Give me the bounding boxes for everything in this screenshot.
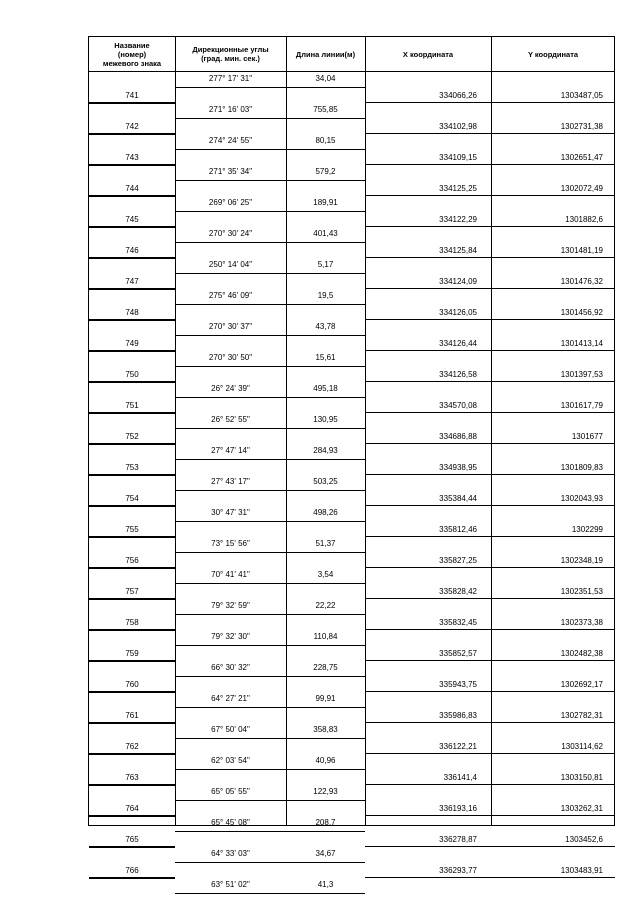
y-coordinate-value: 1302731,38 [560,121,603,131]
x-coordinate-value: 334126,58 [439,369,477,379]
x-coordinate-value: 335384,44 [439,493,477,503]
y-coordinate-value: 1301413,14 [560,338,603,348]
x-coordinate-value: 335986,83 [439,710,477,720]
direction-angle-value: 26° 52' 55" [211,415,250,424]
row-divider [365,691,615,692]
segment-divider [175,645,365,646]
row-divider-inner [89,847,175,848]
segment-divider [175,273,365,274]
segment-divider [175,366,365,367]
direction-angle-value: 65° 45' 08" [211,818,250,827]
y-coordinate-value: 1303483,91 [560,865,603,875]
point-name-value: 741 [125,90,139,100]
row-divider [365,381,615,382]
point-name-value: 747 [125,276,139,286]
line-length-value: 755,85 [313,105,338,114]
row-divider-inner [89,816,175,817]
point-name-value: 749 [125,338,139,348]
row-divider [365,722,615,723]
row-divider [365,195,615,196]
y-coordinate-value: 1303114,62 [561,741,603,751]
y-coordinate-value: 1301617,79 [560,400,603,410]
direction-angle-value: 64° 27' 21" [211,694,250,703]
row-divider [365,164,615,165]
x-coordinate-value: 335832,45 [439,617,477,627]
direction-angle-value: 270° 30' 50" [208,353,253,362]
row-divider [365,598,615,599]
row-divider [365,474,615,475]
y-coordinate-value: 1301456,92 [560,307,603,317]
x-coordinate-value: 336193,16 [439,803,477,813]
row-divider-inner [89,630,175,631]
segment-divider [175,180,365,181]
x-coordinate-value: 335812,46 [439,524,477,534]
row-divider [365,567,615,568]
x-coordinate-value: 336293,77 [439,865,477,875]
point-name-value: 766 [125,865,139,875]
header-y-coordinate: Y координата [527,49,579,59]
point-name-value: 746 [125,245,139,255]
y-coordinate-value: 1301809,83 [560,462,603,472]
segment-divider [175,118,365,119]
line-length-value: 3,54 [317,570,334,579]
y-coordinate-value: 1302299 [571,524,603,534]
segment-divider [175,831,365,832]
header-direction-angle: Дирекционные углы (град. мин. сек.) [192,45,269,63]
segment-divider [175,769,365,770]
header-divider [89,71,614,72]
line-length-value: 22,22 [315,601,336,610]
point-name-value: 756 [125,555,139,565]
point-name-value: 759 [125,648,139,658]
row-divider-inner [89,196,175,197]
segment-divider [175,800,365,801]
row-divider [365,226,615,227]
y-coordinate-value: 1301397,53 [560,369,603,379]
row-divider-inner [89,382,175,383]
line-length-value: 189,91 [313,198,338,207]
line-length-value: 80,15 [315,136,336,145]
point-name-value: 750 [125,369,139,379]
direction-angle-value: 271° 35' 34" [208,167,253,176]
direction-angle-value: 270° 30' 37" [208,322,253,331]
y-coordinate-value: 1302482,38 [560,648,603,658]
row-divider-inner [89,537,175,538]
y-coordinate-value: 1303487,05 [560,90,603,100]
row-divider [365,629,615,630]
row-divider-inner [89,351,175,352]
direction-angle-value: 66° 30' 32" [211,663,250,672]
row-divider [365,257,615,258]
segment-divider [175,552,365,553]
row-divider [365,319,615,320]
segment-divider [175,335,365,336]
point-name-value: 757 [125,586,139,596]
line-length-value: 5,17 [317,260,334,269]
row-divider-inner [89,568,175,569]
direction-angle-value: 270° 30' 24" [208,229,253,238]
row-divider [365,133,615,134]
y-coordinate-value: 1302782,31 [560,710,603,720]
point-name-value: 760 [125,679,139,689]
header-x-coordinate: X координата [402,49,454,59]
segment-divider [175,397,365,398]
row-divider [365,536,615,537]
y-coordinate-value: 1302651,47 [560,152,603,162]
x-coordinate-value: 334102,98 [439,121,477,131]
line-length-value: 15,61 [315,353,336,362]
x-coordinate-value: 336122,21 [439,741,477,751]
direction-angle-value: 65° 05' 55" [211,787,250,796]
point-name-value: 753 [125,462,139,472]
x-coordinate-value: 334125,25 [439,183,477,193]
segment-divider [175,521,365,522]
direction-angle-value: 269° 06' 25" [208,198,253,207]
row-divider-inner [89,878,175,879]
x-coordinate-value: 336141,4 [443,772,477,782]
row-divider-inner [89,227,175,228]
x-coordinate-value: 334066,26 [439,90,477,100]
x-coordinate-value: 335943,75 [439,679,477,689]
segment-divider [175,707,365,708]
row-divider [365,412,615,413]
point-name-value: 764 [125,803,139,813]
point-name-value: 751 [125,400,139,410]
line-length-value: 228,75 [313,663,338,672]
direction-angle-value: 79° 32' 30" [211,632,250,641]
segment-divider [175,211,365,212]
row-divider [365,753,615,754]
direction-angle-value: 70° 41' 41" [211,570,250,579]
row-divider-inner [89,103,175,104]
segment-divider [175,428,365,429]
y-coordinate-value: 1302043,93 [560,493,603,503]
line-length-value: 40,96 [315,756,336,765]
line-length-value: 503,25 [313,477,338,486]
y-coordinate-value: 1301476,32 [560,276,603,286]
row-divider-inner [89,692,175,693]
segment-divider [175,459,365,460]
y-coordinate-value: 1302072,49 [560,183,603,193]
point-name-value: 743 [125,152,139,162]
x-coordinate-value: 334125,84 [439,245,477,255]
line-length-value: 99,91 [315,694,336,703]
point-name-value: 761 [125,710,139,720]
direction-angle-value: 62° 03' 54" [211,756,250,765]
line-length-value: 19,5 [317,291,334,300]
point-name-value: 762 [125,741,139,751]
segment-divider [175,893,365,894]
line-length-value: 401,43 [313,229,338,238]
direction-angle-value: 26° 24' 39" [211,384,250,393]
y-coordinate-value: 1301481,19 [560,245,603,255]
line-length-value: 110,84 [313,632,338,641]
x-coordinate-value: 334124,09 [439,276,477,286]
point-name-value: 755 [125,524,139,534]
x-coordinate-value: 336278,87 [439,834,477,844]
point-name-value: 752 [125,431,139,441]
row-divider-inner [89,754,175,755]
row-divider [365,846,615,847]
row-divider [365,877,615,878]
point-name-value: 763 [125,772,139,782]
direction-angle-value: 67° 50' 04" [211,725,250,734]
direction-angle-value: 275° 46' 09" [208,291,253,300]
y-coordinate-value: 1303452,6 [565,834,603,844]
segment-divider [175,242,365,243]
row-divider [365,350,615,351]
row-divider [365,102,615,103]
row-divider-inner [89,134,175,135]
segment-divider [175,304,365,305]
line-length-value: 34,67 [315,849,336,858]
row-divider-inner [89,785,175,786]
x-coordinate-value: 334122,29 [439,214,477,224]
y-coordinate-value: 1302692,17 [560,679,603,689]
x-coordinate-value: 335852,57 [439,648,477,658]
point-name-value: 745 [125,214,139,224]
direction-angle-value: 79° 32' 59" [211,601,250,610]
row-divider [365,660,615,661]
point-name-value: 742 [125,121,139,131]
x-coordinate-value: 334570,08 [439,400,477,410]
line-length-value: 208,7 [315,818,336,827]
segment-divider [175,490,365,491]
point-name-value: 744 [125,183,139,193]
x-coordinate-value: 335827,25 [439,555,477,565]
x-coordinate-value: 334126,05 [439,307,477,317]
line-length-value: 579,2 [315,167,336,176]
y-coordinate-value: 1302348,19 [560,555,603,565]
segment-divider [175,738,365,739]
line-length-value: 122,93 [313,787,338,796]
coordinates-table [88,36,615,889]
row-divider [365,815,615,816]
y-coordinate-value: 1301677 [571,431,603,441]
y-coordinate-value: 1302373,38 [560,617,603,627]
direction-angle-value: 63° 51' 02" [211,880,250,889]
direction-angle-value: 277° 17' 31" [208,74,253,83]
row-divider-inner [89,413,175,414]
row-divider-inner [89,475,175,476]
row-divider-inner [89,723,175,724]
point-name-value: 758 [125,617,139,627]
line-length-value: 495,18 [313,384,338,393]
row-divider [365,784,615,785]
point-name-value: 754 [125,493,139,503]
line-length-value: 41,3 [317,880,334,889]
row-divider-inner [89,258,175,259]
direction-angle-value: 250° 14' 04" [208,260,253,269]
direction-angle-value: 30° 47' 31" [211,508,250,517]
direction-angle-value: 27° 43' 17" [211,477,250,486]
x-coordinate-value: 334126,44 [439,338,477,348]
y-coordinate-value: 1301882,6 [565,214,603,224]
x-coordinate-value: 334686,88 [439,431,477,441]
line-length-value: 358,83 [313,725,338,734]
line-length-value: 43,78 [315,322,336,331]
point-name-value: 765 [125,834,139,844]
header-line-length: Длина линии(м) [295,49,356,59]
x-coordinate-value: 334109,15 [439,152,477,162]
segment-divider [175,583,365,584]
segment-divider [175,614,365,615]
segment-divider [175,149,365,150]
segment-divider [175,676,365,677]
line-length-value: 284,93 [313,446,338,455]
row-divider-inner [89,320,175,321]
row-divider-inner [89,444,175,445]
row-divider-inner [89,599,175,600]
x-coordinate-value: 334938,95 [439,462,477,472]
header-point-name: Название (номер) межевого знака [102,40,162,68]
line-length-value: 130,95 [313,415,338,424]
row-divider-inner [89,661,175,662]
segment-divider [175,87,365,88]
line-length-value: 51,37 [315,539,336,548]
line-length-value: 498,26 [313,508,338,517]
direction-angle-value: 64° 33' 03" [211,849,250,858]
x-coordinate-value: 335828,42 [439,586,477,596]
point-name-value: 748 [125,307,139,317]
row-divider [365,443,615,444]
row-divider-inner [89,289,175,290]
direction-angle-value: 27° 47' 14" [211,446,250,455]
direction-angle-value: 73° 15' 56" [211,539,250,548]
line-length-value: 34,04 [315,74,336,83]
row-divider [365,288,615,289]
segment-divider [175,862,365,863]
direction-angle-value: 274° 24' 55" [208,136,253,145]
y-coordinate-value: 1303150,81 [560,772,603,782]
row-divider-inner [89,165,175,166]
row-divider [365,505,615,506]
y-coordinate-value: 1303262,31 [560,803,603,813]
row-divider-inner [89,506,175,507]
y-coordinate-value: 1302351,53 [560,586,603,596]
direction-angle-value: 271° 16' 03" [208,105,253,114]
